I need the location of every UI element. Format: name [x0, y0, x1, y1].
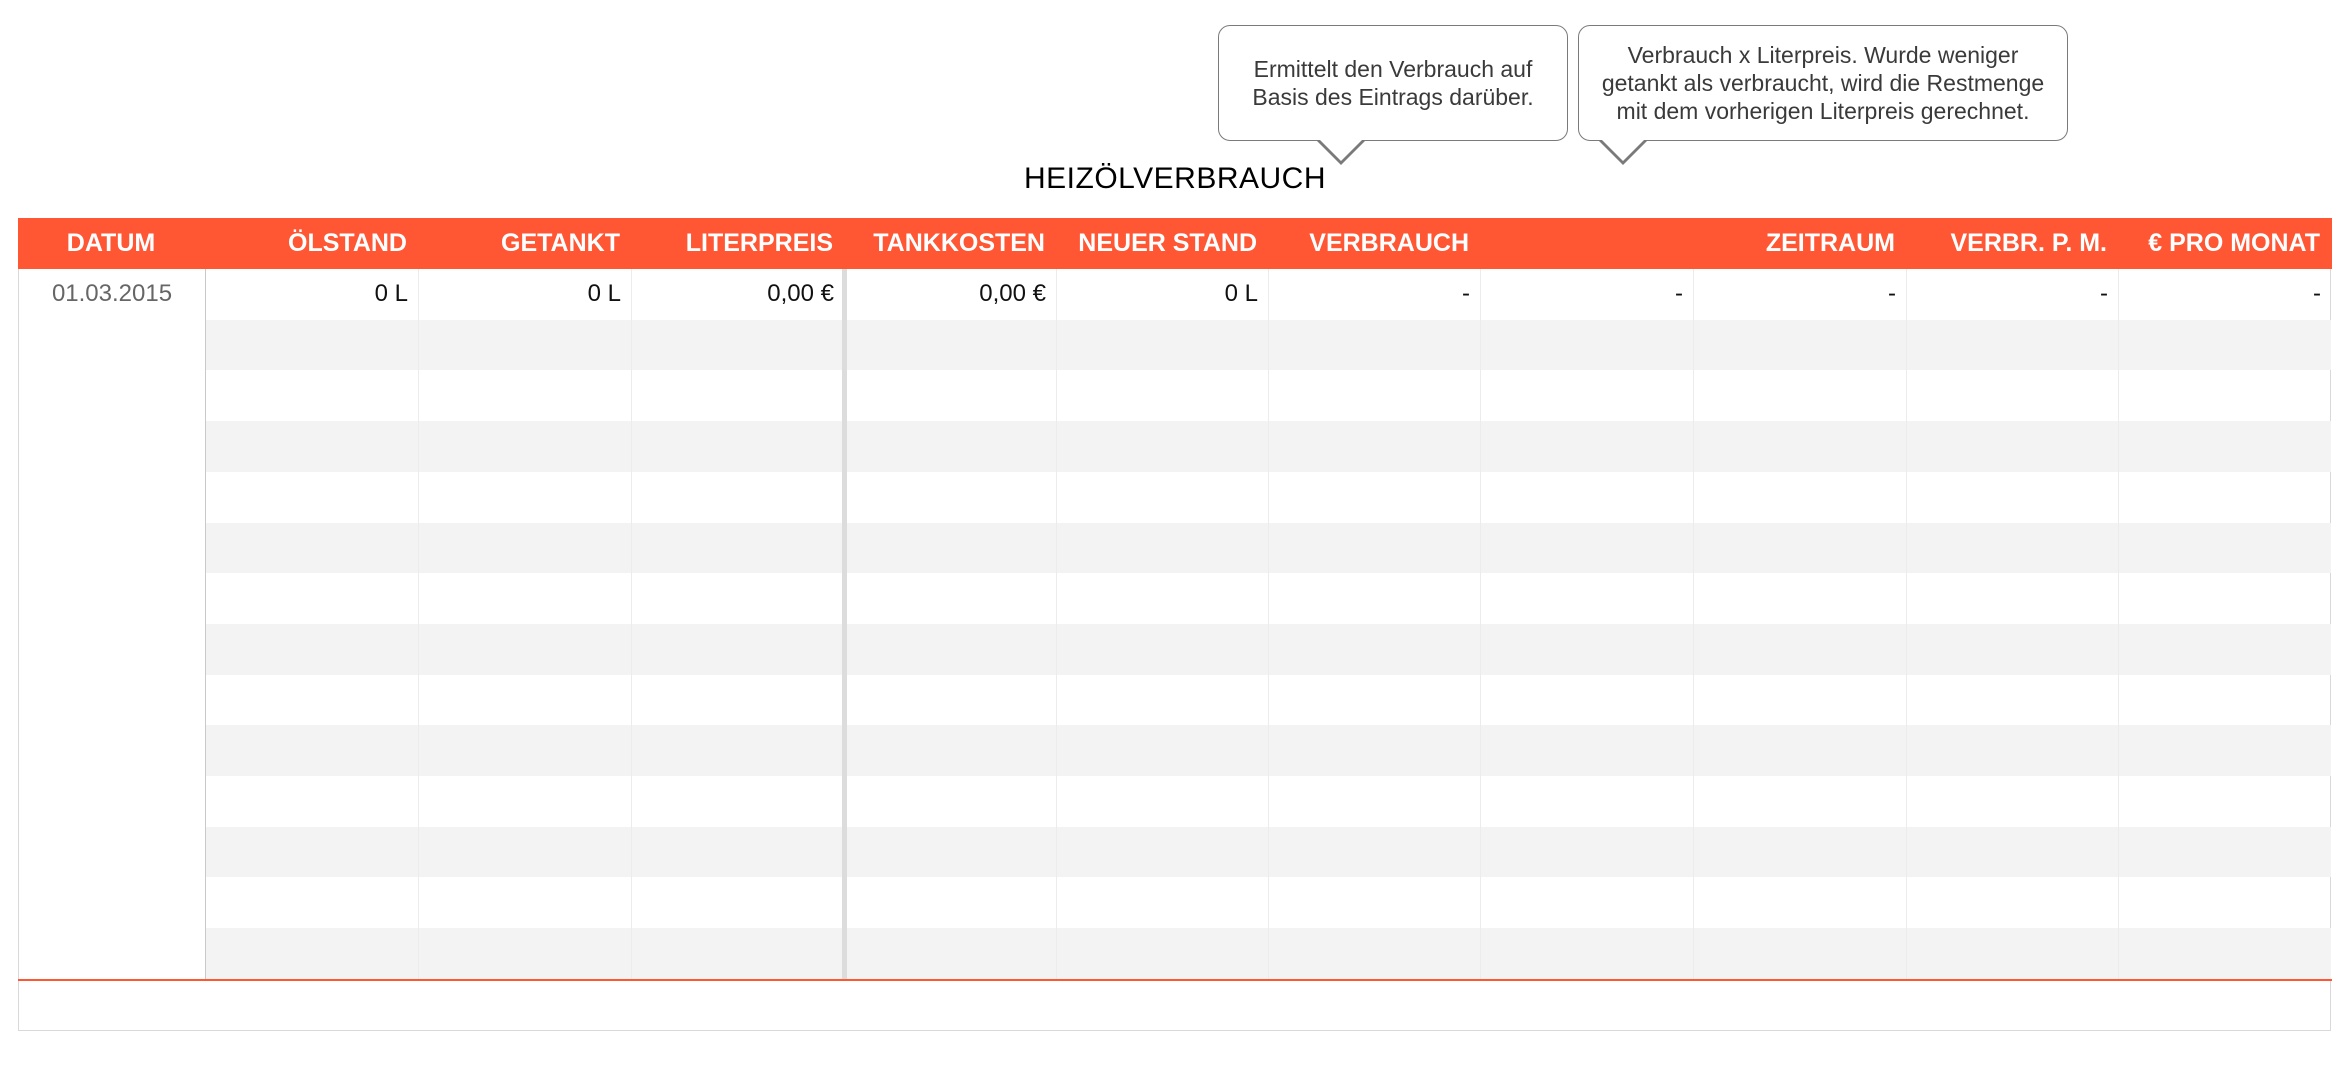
table-row[interactable]	[19, 725, 2331, 776]
tooltip-tankkosten	[1578, 25, 2068, 141]
cell-verbrauch[interactable]: -	[1462, 280, 1470, 307]
header-datum[interactable]: DATUM	[66, 229, 156, 257]
tooltip-tankkosten-text: Verbrauch x Literpreis. Wurde weniger getankt als verbraucht, wird die Restmenge mit dem vorherigen Literpreis gerechnet.	[1601, 42, 2045, 124]
table-row[interactable]	[19, 675, 2331, 726]
header-neuer-stand[interactable]: NEUER STAND	[1078, 229, 1257, 257]
header-oelstand[interactable]: ÖLSTAND	[288, 229, 407, 257]
column-divider	[1906, 269, 1907, 979]
table-body	[19, 269, 2331, 979]
header-tankkosten[interactable]: TANKKOSTEN	[873, 229, 1045, 257]
cell-verbr-pm[interactable]: -	[2100, 280, 2108, 307]
cell-euro-pro-monat[interactable]: -	[2313, 280, 2321, 307]
column-divider	[1056, 269, 1057, 979]
column-divider	[418, 269, 419, 979]
table-row[interactable]	[19, 370, 2331, 421]
cell-neuer-stand[interactable]: 0 L	[1224, 280, 1258, 307]
header-euro-pro-monat[interactable]: € PRO MONAT	[2148, 229, 2320, 257]
header-empty[interactable]	[1479, 218, 1692, 269]
cell-empty[interactable]: -	[1675, 280, 1683, 307]
table-row[interactable]	[19, 472, 2331, 523]
table-row[interactable]	[19, 776, 2331, 827]
tooltip-verbrauch	[1218, 25, 1568, 141]
column-divider	[2118, 269, 2119, 979]
cell-oelstand[interactable]: 0 L	[374, 280, 408, 307]
table-row[interactable]	[19, 421, 2331, 472]
table-row[interactable]	[19, 320, 2331, 371]
table-row[interactable]	[19, 827, 2331, 878]
header-literpreis[interactable]: LITERPREIS	[685, 229, 833, 257]
cell-zeitraum[interactable]: -	[1888, 280, 1896, 307]
column-divider-thick	[842, 269, 847, 979]
cell-datum[interactable]: 01.03.2015	[51, 280, 173, 307]
table-row[interactable]	[19, 269, 2331, 320]
header-getankt[interactable]: GETANKT	[501, 229, 620, 257]
header-verbrauch[interactable]: VERBRAUCH	[1309, 229, 1469, 257]
table-row[interactable]	[19, 877, 2331, 928]
table-header-row	[18, 218, 2332, 269]
table-row[interactable]	[19, 624, 2331, 675]
table-row[interactable]	[19, 523, 2331, 574]
tooltip-verbrauch-text: Ermittelt den Verbrauch auf Basis des Eintrags darüber.	[1252, 56, 1534, 110]
column-divider	[1268, 269, 1269, 979]
table-row[interactable]	[19, 928, 2331, 979]
header-verbr-pm[interactable]: VERBR. P. M.	[1950, 229, 2107, 257]
cell-tankkosten[interactable]: 0,00 €	[979, 280, 1046, 307]
table-title: HEIZÖLVERBRAUCH	[1024, 162, 1326, 195]
cell-getankt[interactable]: 0 L	[587, 280, 621, 307]
header-zeitraum[interactable]: ZEITRAUM	[1765, 229, 1895, 257]
heating-oil-table	[18, 218, 2331, 1031]
column-divider	[631, 269, 632, 979]
cell-literpreis[interactable]: 0,00 €	[767, 280, 834, 307]
column-divider	[205, 269, 206, 979]
table-footer-separator	[18, 979, 2332, 981]
column-divider	[1693, 269, 1694, 979]
table-row[interactable]	[19, 573, 2331, 624]
column-divider	[1480, 269, 1481, 979]
